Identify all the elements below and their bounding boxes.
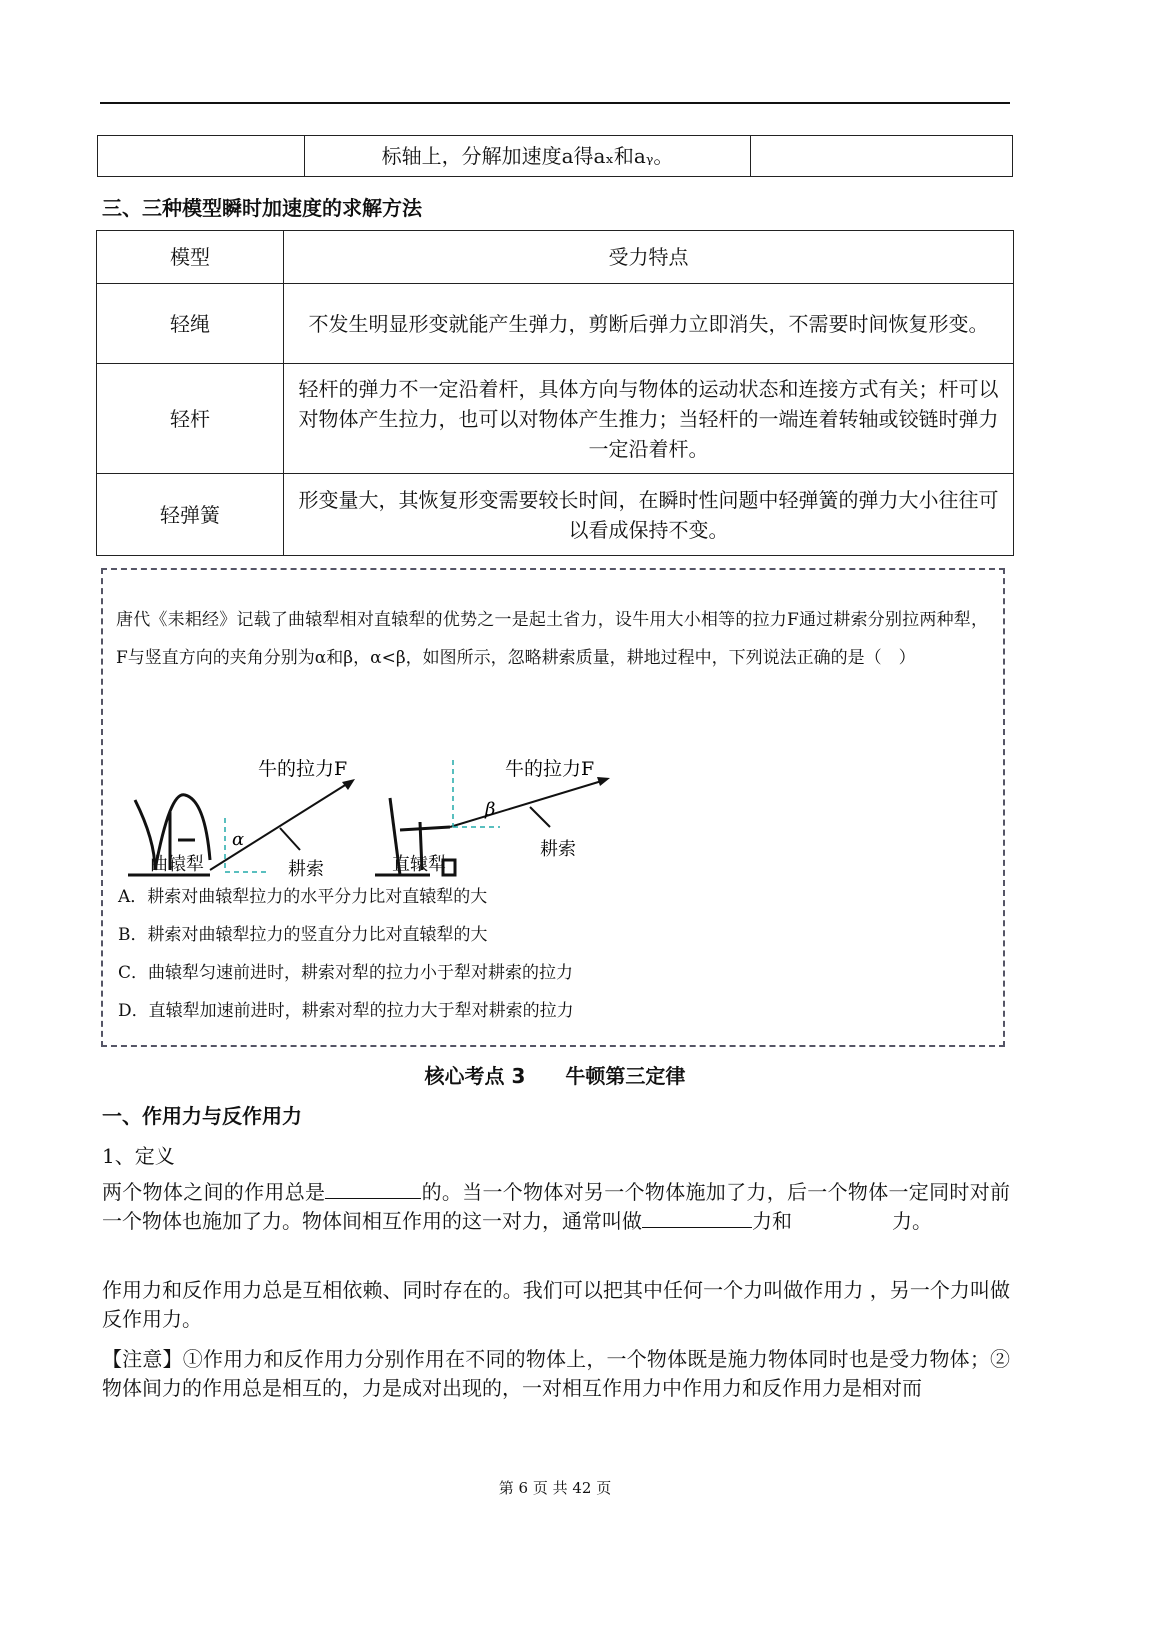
caption-right: 直辕犁 (392, 854, 446, 875)
models-table (96, 230, 1014, 556)
table-row (97, 474, 1014, 556)
feature-cell: 形变量大，其恢复形变需要较长时间，在瞬时性问题中轻弹簧的弹力大小往往可以看成保持不变。 (284, 474, 1014, 556)
definition-paragraph (102, 1178, 1010, 1236)
text: 力和 力。 (752, 1209, 932, 1233)
alpha-label: α (232, 829, 245, 850)
feature-cell: 轻杆的弹力不一定沿着杆，具体方向与物体的运动状态和连接方式有关；杆可以对物体产生拉力，也可以对物体产生推力；当轻杆的一端连着转轴或铰链时弹力一定沿着杆。 (284, 364, 1014, 474)
text: 的。当一个物体对另一个物体施加了力，后一个物体一定同时对前一个物体也施加了力。物体间相互作用的这一对力，通常叫做 (102, 1180, 1011, 1233)
page-footer: 第 6 页 共 42 页 (498, 1479, 612, 1497)
force-arrow-left (210, 782, 350, 870)
definition-heading: 1、定义 (102, 1144, 175, 1168)
text: 两个物体之间的作用总是 (102, 1180, 326, 1204)
question-stem: 唐代《耒耜经》记载了曲辕犁相对直辕犁的优势之一是起土省力，设牛用大小相等的拉力F通过耕索分别拉两种犁，F与竖直方向的夹角分别为α和β，α<β，如图所示，忽略耕索质量，耕地过程中，下列说法正确的是（ ） (116, 610, 988, 668)
table-cell: 标轴上，分解加速度a得aₓ和aᵧ。 (305, 136, 751, 177)
feature-cell: 不发生明显形变就能产生弹力，剪断后弹力立即消失，不需要时间恢复形变。 (284, 284, 1014, 364)
continued-table (97, 135, 1013, 177)
model-cell: 轻杆 (97, 364, 284, 474)
header-model: 模型 (97, 231, 284, 284)
beta-label: β (485, 799, 496, 820)
section-heading: 三、三种模型瞬时加速度的求解方法 (102, 196, 422, 220)
core-title: 核心考点 3 牛顿第三定律 (424, 1064, 686, 1088)
option-c[interactable]: C．曲辕犁匀速前进时，耕索对犁的拉力小于犁对耕索的拉力 (118, 963, 574, 983)
force-label-right: 牛的拉力F (505, 758, 595, 780)
header-feature: 受力特点 (284, 231, 1014, 284)
table-row (97, 364, 1014, 474)
caption-left: 曲辕犁 (150, 854, 204, 875)
force-arrow-right (450, 780, 605, 827)
table-row (97, 284, 1014, 364)
paragraph: 作用力和反作用力总是互相依赖、同时存在的。我们可以把其中任何一个力叫做作用力 ，另一个力叫做反作用力。 (102, 1278, 1010, 1331)
header-rule (100, 102, 1010, 104)
model-cell: 轻绳 (97, 284, 284, 364)
blank[interactable] (642, 1207, 752, 1228)
blank[interactable] (325, 1178, 421, 1199)
note-paragraph: 【注意】①作用力和反作用力分别作用在不同的物体上，一个物体既是施力物体同时也是受力物体；②物体间力的作用总是相互的，力是成对出现的，一对相互作用力中作用力和反作用力是相对而 (102, 1347, 1010, 1400)
rope-label-right: 耕索 (540, 839, 576, 860)
subheading: 一、作用力与反作用力 (102, 1104, 302, 1128)
option-b[interactable]: B．耕索对曲辕犁拉力的竖直分力比对直辕犁的大 (118, 925, 488, 945)
model-cell: 轻弹簧 (97, 474, 284, 556)
force-label-left: 牛的拉力F (258, 758, 348, 780)
rope-label-left: 耕索 (288, 859, 324, 880)
option-d[interactable]: D．直辕犁加速前进时，耕索对犁的拉力大于犁对耕索的拉力 (118, 1001, 574, 1021)
option-a[interactable]: A．耕索对曲辕犁拉力的水平分力比对直辕犁的大 (118, 887, 488, 907)
